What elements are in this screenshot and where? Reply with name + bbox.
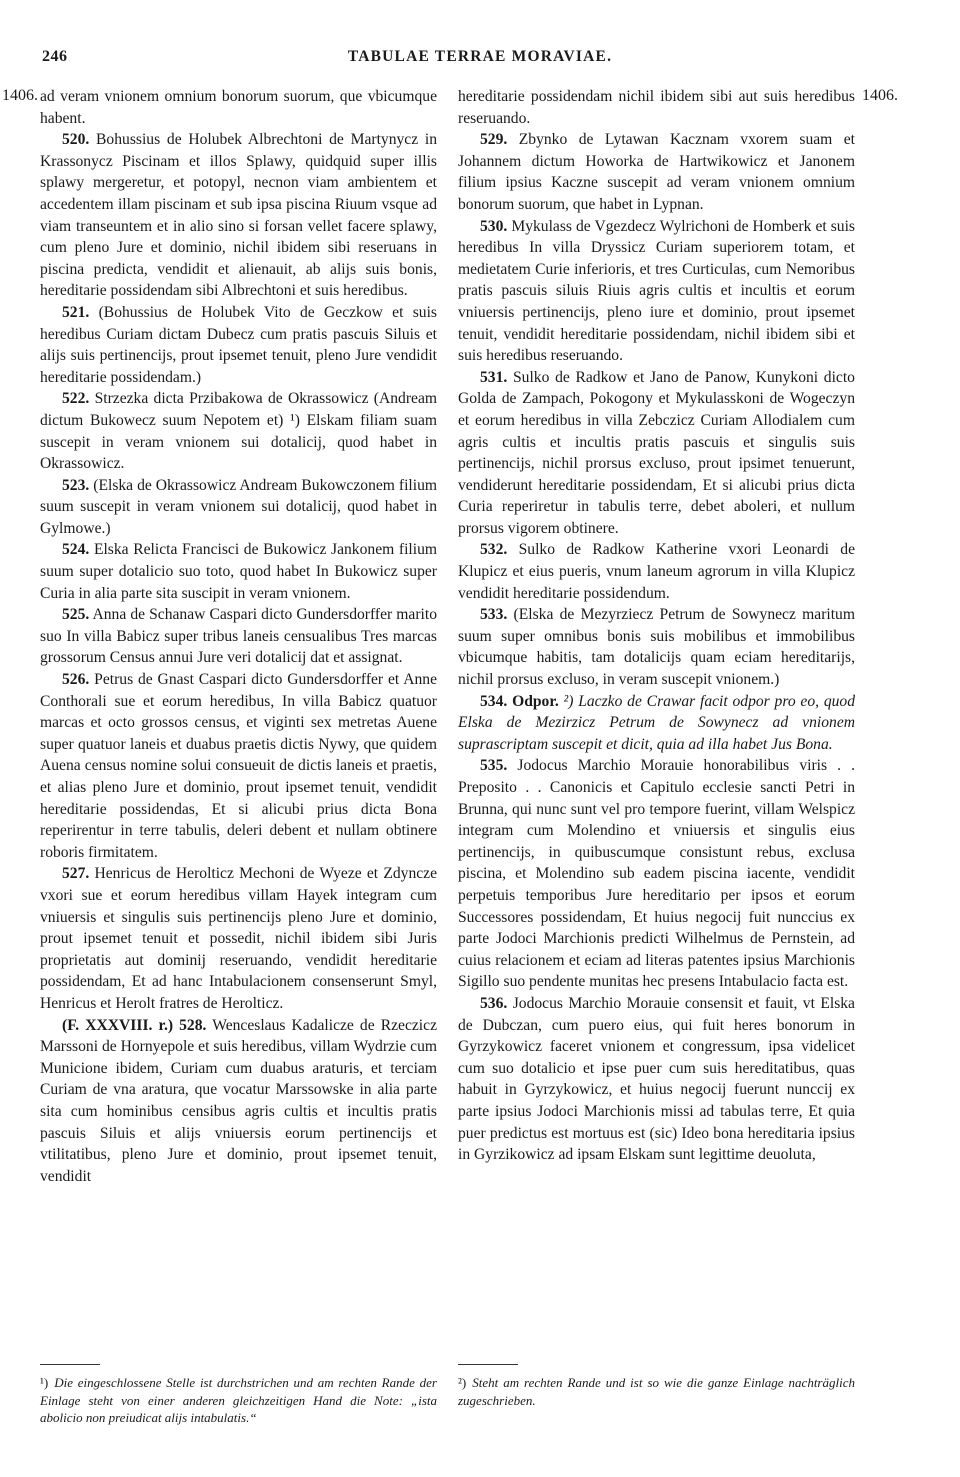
entry-paragraph bbox=[40, 863, 437, 1014]
entry-text: Sulko de Radkow Katherine vxori Leonardi de Klupicz et eius pueris, vnum laneum agrorum in villa Klupicz vendidit hereditarie possidendum. bbox=[458, 541, 856, 602]
entry-text: Jodocus Marchio Morauie honorabilibus viris . . Preposito . . Canonicis et Capitulo ecclesie sancti Petri in Brunna, qui nunc sunt vel pro tempore fuerint, villam Welspicz integram cum Molendino et vniuersis et singulis eius pertinencijs, in quibuscumque consistunt rebus, exclusa piscina, et Molendino sub eadem piscina iacente, vendidit perpetuis temporibus Jure hereditario per ipsos et eorum Successores possidendam, Et huius negocij fuit nunccius ex parte Jodoci Marchionis predicti Wilhelmus de Pernstein, ad cuius relacionem et eciam ad literas patentes ipsius Marchionis Sigillo suo pendente munitas hec presens Intabulacio facta est. bbox=[458, 757, 855, 991]
entry-number: 524. bbox=[62, 541, 90, 559]
entry-paragraph bbox=[458, 539, 855, 604]
entry-number: 522. bbox=[62, 390, 90, 408]
entry-text: Henricus de Herolticz Mechoni de Wyeze et Zdyncze vxori sue et eorum heredibus villam Hayek integram cum vniuersis et singulis suis pertinencijs pleno Jure et dominio, prout ipsemet tenuit et possedit, nichil ibidem sibi Juris proprietatis aut dominij reseruando, vendidit hereditarie possidendam, Et ad hanc Intabulacionem consenserunt Smyl, Henricus et Herolt fratres de Herolticz. bbox=[40, 865, 438, 1012]
entry-paragraph bbox=[458, 755, 855, 993]
entry-text: Petrus de Gnast Caspari dicto Gundersdorffer et Anne Conthorali sue et eorum heredibus, In villa Babicz quatuor marcas et octo grossos census, et viginti sex metretas Auene super quatuor laneis et duabus praetis dictis Nywy, que quidem Auena census nomine solui consueuit de dictis laneis et praetis, et alias pleno Jure et dominio, prout ipsemet tenuit, vendidit hereditarie possidendas, Et si alicubi prius dicta Bona reperirentur in terre tabulis, deleri debent et nullam obtinere roboris firmitatem. bbox=[40, 671, 437, 861]
left-column bbox=[40, 86, 437, 1187]
entry-paragraph bbox=[458, 86, 855, 129]
entry-number: 532. bbox=[480, 541, 508, 559]
entry-number: 521. bbox=[62, 303, 90, 321]
year-marker-left: 1406. bbox=[2, 87, 38, 104]
entry-number: (F. XXXVIII. r.) 528. bbox=[62, 1016, 207, 1034]
entry-text: ²) Laczko de Crawar facit odpor pro eo, quod Elska de Mezirzicz Petrum de Sowynecz ad vnionem suprascriptam suscepit et dicit, quia ad illa habet Jus Bona. bbox=[458, 692, 856, 753]
entry-paragraph bbox=[40, 1015, 437, 1188]
entry-number: 527. bbox=[62, 865, 90, 883]
running-title: TABULAE TERRAE MORAVIAE. bbox=[347, 48, 613, 65]
footnote-left bbox=[40, 1374, 437, 1427]
entry-text: ad veram vnionem omnium bonorum suorum, que vbicumque habent. bbox=[40, 88, 437, 127]
entry-number: 529. bbox=[480, 131, 508, 149]
entry-text: (Bohussius de Holubek Vito de Geczkow et suis heredibus Curiam dictam Dubecz cum pratis pascuis Siluis et alijs suis pertinencijs, prout ipsemet tenuit, pleno Jure vendidit hereditarie possidendam.) bbox=[40, 303, 437, 386]
entry-paragraph bbox=[40, 302, 437, 388]
entry-paragraph bbox=[458, 367, 855, 540]
entry-number: 534. Odpor. bbox=[480, 692, 559, 710]
entry-number: 535. bbox=[480, 757, 508, 775]
entry-number: 536. bbox=[480, 994, 508, 1012]
footnote-right bbox=[458, 1374, 855, 1409]
entry-number: 533. bbox=[480, 606, 508, 624]
entry-text: Strzezka dicta Przibakowa de Okrassowicz (Andream dictum Bukowecz suum Nepotem et) ¹) Elskam filiam suam suscepit in veram vnionem sui dotalicij, quod habet in Okrassowicz. bbox=[40, 390, 437, 473]
entry-number: 523. bbox=[62, 476, 90, 494]
footnote-mark: ²) bbox=[458, 1375, 467, 1390]
entry-number: 531. bbox=[480, 368, 508, 386]
page-number: 246 bbox=[42, 48, 68, 65]
entry-number: 530. bbox=[480, 217, 508, 235]
entry-paragraph bbox=[40, 604, 437, 669]
entry-text: (Elska de Okrassowicz Andream Bukowczonem filium suum suscepit in veram vnionem sui dotalicij, quod habet in Gylmowe.) bbox=[40, 476, 437, 537]
entry-paragraph bbox=[458, 129, 855, 215]
footnote-rule-right bbox=[458, 1364, 518, 1365]
entry-text: Anna de Schanaw Caspari dicto Gundersdorffer marito suo In villa Babicz super tribus laneis censualibus Tres marcas grossorum Census annui Jure veri dotalicij dat et assignat. bbox=[40, 606, 437, 667]
entry-paragraph bbox=[458, 216, 855, 367]
entry-text: Sulko de Radkow et Jano de Panow, Kunykoni dicto Golda de Zampach, Pokogony et Mykulasskoni de Wogeczyn et eorum heredibus in villa Zebczicz Curiam Allodialem cum agris cultis et incultis pratis pascuis et singulis suis pertinencijs, nichil prorsus excluso, prout ipsimet tenuerunt, vendiderunt hereditarie possidendam, Et si alicubi prius dicta Curia reperiretur in tabulis terre, debet aboleri, et nullum prorsus vigorem obtinere. bbox=[458, 368, 855, 537]
footnote-text: Die eingeschlossene Stelle ist durchstrichen und am rechten Rande der Einlage steht von einer anderen gleichzeitigen Hand die Note: „ista abolicio non preiudicat alijs intabulatis.“ bbox=[40, 1375, 437, 1425]
entry-paragraph bbox=[40, 475, 437, 540]
entry-paragraph bbox=[458, 691, 855, 756]
entry-text: Zbynko de Lytawan Kacznam vxorem suam et Johannem dictum Howorka de Hartwikowicz et Janonem filium ipsius Kaczne suscepit ad veram vnionem omnium bonorum suorum, que habet in Lypnan. bbox=[458, 131, 855, 213]
entry-paragraph bbox=[458, 993, 855, 1166]
entry-text: (Elska de Mezyrziecz Petrum de Sowynecz maritum suum super omnibus bonis suis mobilibus et immobilibus vbicumque habitis, tam dotalicijs quam eciam hereditarijs, nichil prorsus excluso, in veram suscepit vnionem.) bbox=[458, 606, 855, 689]
entry-number: 526. bbox=[62, 671, 90, 689]
entry-text: Elska Relicta Francisci de Bukowicz Jankonem filium suum super dotalicio suo toto, quod habet In Bukowicz super Curia in alia parte sita suscipit in veram vnionem. bbox=[40, 541, 437, 602]
entry-text: Mykulass de Vgezdecz Wylrichoni de Homberk et suis heredibus In villa Dryssicz Curiam superiorem totam, et medietatem Curie inferioris, et tres Curticulas, cum Nemoribus pratis pascuis siluis Riuis agris cultis et incultis et eorum vniuersis pertinencijs, pleno iure et dominio, prout ipsemet tenuit, vendidit hereditarie possidendam, nichil ibidem sibi et suis heredibus reseruando. bbox=[458, 217, 855, 365]
entry-text: hereditarie possidendam nichil ibidem sibi aut suis heredibus reseruando. bbox=[458, 88, 855, 127]
right-column bbox=[458, 86, 855, 1166]
footnote-text: Steht am rechten Rande und ist so wie die ganze Einlage nachträglich zugeschrieben. bbox=[458, 1375, 855, 1408]
entry-paragraph bbox=[40, 539, 437, 604]
entry-text: Wenceslaus Kadalicze de Rzeczicz Marssoni de Hornyepole et suis heredibus, villam Wydrzie cum Municione ibidem, Curiam cum duabus araturis, et terciam Curiam de vna aratura, que vocatur Marssowske in alia parte sita cum hominibus censibus agris cultis et incultis pratis pascuis Siluis et alijs vniuersis eorum pertinencijs et vtilitatibus, pleno Jure et dominio, prout ipsemet tenuit, vendidit bbox=[40, 1016, 437, 1185]
entry-text: Bohussius de Holubek Albrechtoni de Martynycz in Krassonycz Piscinam et illos Splawy, quidquid super illis splawy mergeretur, et potopyl, necnon viam ambientem et accedentem illam piscinam et sub ipsa piscina Riuum vsque ad viam transeuntem et in alio sino si forsan vellet facere splawy, cum pleno Jure et dominio, nichil ibidem sibi reseruans in piscina predicta, vendidit et alienauit, ab alijs suis bonis, hereditarie possidendam sibi Albrechtoni et suis heredibus. bbox=[40, 131, 437, 300]
entry-paragraph bbox=[40, 669, 437, 863]
entry-text: Jodocus Marchio Morauie consensit et fauit, vt Elska de Dubczan, cum puero eius, qui fuit heres bonorum in Gyrzykowicz faceret vnionem et congressum, ipsa videlicet cum suo dotalicio et ipse puer cum suis hereditatibus, quas habuit in Gyrzykowicz, et huius negocij fuerunt nunccij ex parte ipsius Jodoci Marchionis missi ad tabulas terre, Et quia puer predictus est mortuus est (sic) Ideo bona hereditaria ipsius in Gyrzikowicz ad ipsam Elskam sunt legittime deuoluta, bbox=[458, 994, 855, 1164]
entry-number: 520. bbox=[62, 131, 90, 149]
entry-paragraph bbox=[40, 388, 437, 474]
year-marker-right: 1406. bbox=[862, 87, 898, 104]
entry-paragraph bbox=[458, 604, 855, 690]
entry-number: 525. bbox=[62, 606, 90, 624]
footnote-mark: ¹) bbox=[40, 1375, 49, 1390]
entry-paragraph bbox=[40, 86, 437, 129]
footnote-rule-left bbox=[40, 1364, 100, 1365]
entry-paragraph bbox=[40, 129, 437, 302]
